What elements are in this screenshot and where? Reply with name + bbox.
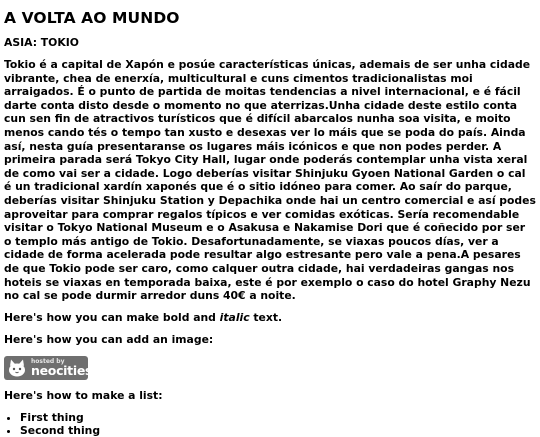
- intro-paragraph: Tokio é a capital de Xapón e posúe características únicas, ademais de ser unha cidade vibrante, chea de enerxía, multicultural e cuns cimentos tradicionalistas moi arraigados. É o punto de partida de moitas tendencias a nivel internacional, e é fácil darte conta disto desde o momento no que aterrizas.Unha cidade deste estilo conta cun sen fin de atractivos turísticos que é difícil abarcalos nunha soa visita, e moito menos cando tés o tempo tan xusto e desexas ver lo máis que se poda do país. Ainda así, nesta guía presentaranse os lugares máis icónicos e que non podes perder. A primeira parada será Tokyo City Hall, lugar onde poderás contemplar unha vista xeral de como vai ser a cidade. Logo deberías visitar Shinjuku Gyoen National Garden o cal é un tradicional xardín xaponés que é o sitio idóneo para comer. Ao saír do parque, deberías visitar Shinjuku Station y Depachika onde hai un centro comercial e así podes aproveitar para comprar regalos típicos e ver comidas exóticas. Sería recomendable visitar o Tokyo National Museum e o Asakusa e Nakamise Dori que é coñecido por ser o templo más antigo de Tokio. Desafortunadamente, se viaxas poucos días, ver a cidade de forma acelerada pode resultar algo estresante pero vale a pena.A pesares de que Tokio pode ser caro, como calquer outra cidade, hai verdadeiras gangas nos hoteis se viaxas en temporada baixa, este é por exemplo o caso do hotel Graphy Nezu no cal se pode durmir arredor duns 40€ a noite.: [4, 58, 536, 303]
- neocities-cat-icon: [7, 359, 27, 377]
- badge-neocities: neocities: [31, 362, 93, 378]
- section-subtitle: ASIA: TOKIO: [4, 36, 79, 49]
- list-item: • Second thing: [20, 424, 536, 437]
- list-instruction: Here's how to make a list:: [4, 388, 163, 402]
- badge-hosted-by: hosted by: [31, 357, 65, 365]
- bold-italic-line: [4, 311, 536, 325]
- bold-italic-prefix: Here's how you can make bold and: [4, 310, 220, 324]
- neocities-badge[interactable]: [4, 356, 93, 380]
- italic-word: italic: [219, 310, 250, 324]
- example-list: [4, 411, 536, 437]
- page-title: A VOLTA AO MUNDO: [4, 9, 180, 27]
- bold-italic-suffix: text.: [249, 310, 283, 324]
- list-item: • First thing: [20, 411, 536, 424]
- image-instruction: Here's how you can add an image:: [4, 333, 214, 347]
